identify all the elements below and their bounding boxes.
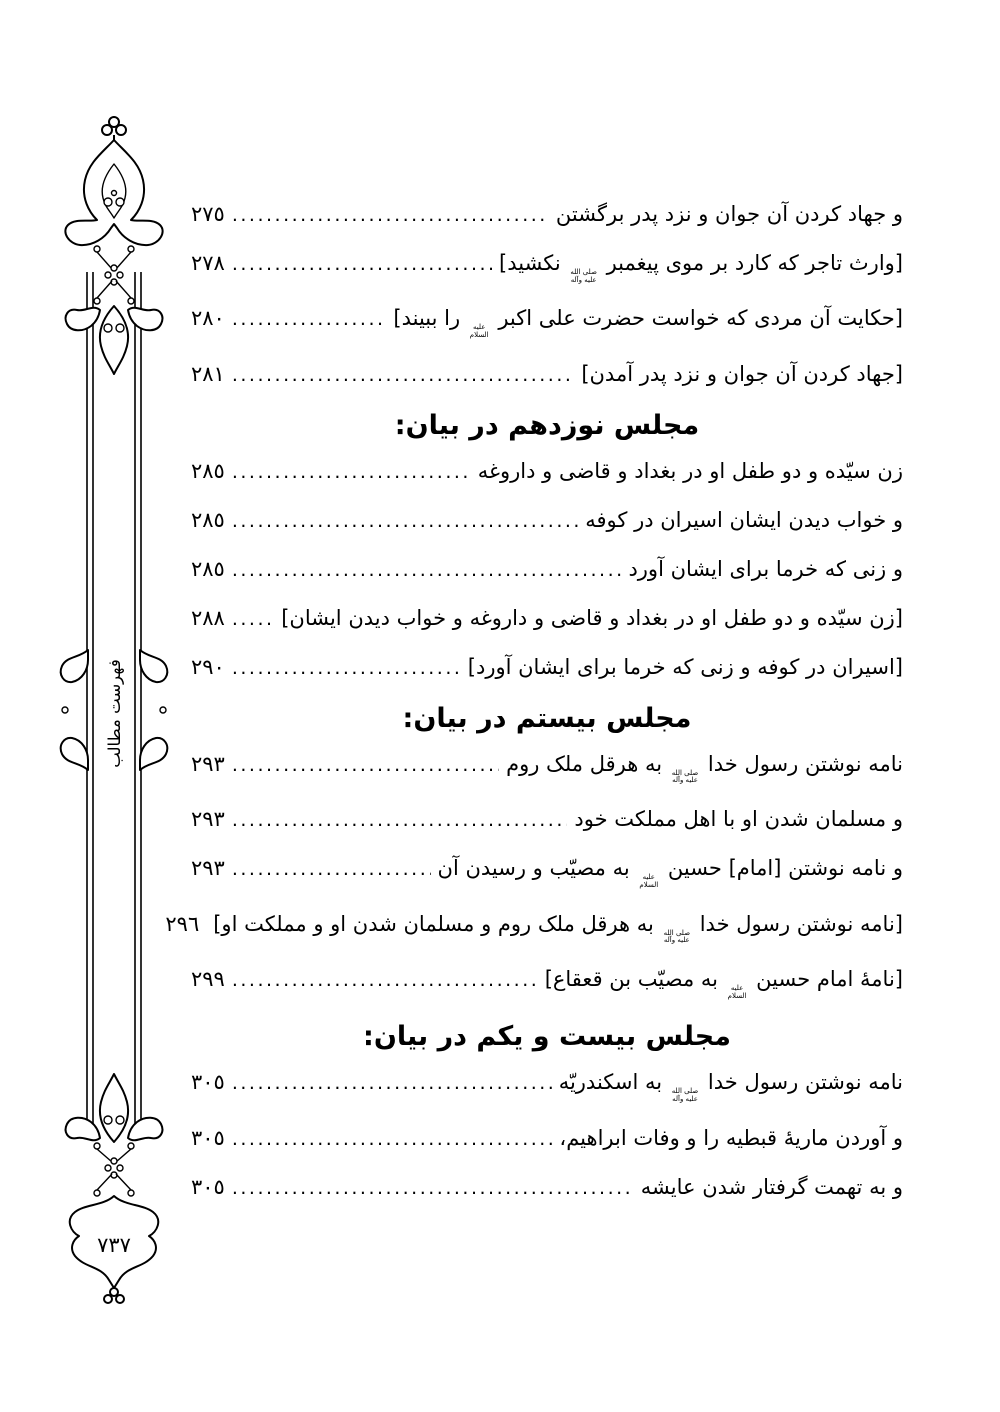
entry-page-number: ٢٩٣	[191, 856, 225, 881]
pbuh-honorific-icon: صلی الله علیه وآله	[671, 768, 699, 785]
dotted-leader	[232, 556, 622, 584]
entry-page-number: ٣٠٥	[191, 1125, 225, 1150]
entry-page-number: ٣٠٥	[191, 1174, 225, 1199]
section-heading: مجلس بیستم در بیان:	[402, 702, 692, 734]
entry-title: و به تهمت گرفتار شدن عایشه	[640, 1174, 903, 1199]
entry-page-number: ٢٧٥	[191, 202, 225, 226]
entry-page-number: ٢٨٥	[191, 507, 225, 532]
entry-page-number: ٣٠٥	[191, 1070, 225, 1095]
dotted-leader	[232, 305, 387, 333]
entry-page-number: ٢٧٨	[191, 251, 225, 275]
entry-title: [زن سیّده و دو طفل او در بغداد و قاضی و داروغه و خواب دیدن ایشان]	[281, 605, 903, 630]
toc-entry[interactable]	[191, 965, 903, 1000]
entry-page-number: ٢٩٦	[165, 911, 200, 936]
dotted-leader	[232, 654, 461, 682]
dotted-leader	[232, 751, 499, 779]
dotted-leader	[232, 1125, 553, 1153]
entry-page-number: ٢٨٨	[191, 605, 225, 630]
dotted-leader	[232, 806, 568, 834]
entry-title: [نامهٔ امام حسین علیه السلام به مصیّب بن قعقاع]	[544, 966, 903, 1000]
dotted-leader	[232, 605, 274, 633]
entry-title: زن سیّده و دو طفل او در بغداد و قاضی و داروغه	[477, 458, 903, 483]
entry-title: [نامه نوشتن رسول خدا صلی الله علیه وآله به هرقل ملک روم و مسلمان شدن او و مملکت او]	[213, 911, 903, 945]
entry-title: نامه نوشتن رسول خدا صلی الله علیه وآله به هرقل ملک روم	[506, 751, 903, 785]
toc-entry[interactable]	[191, 1068, 903, 1103]
dotted-leader	[232, 361, 574, 389]
table-of-contents	[165, 200, 903, 1222]
entry-page-number: ٢٨٥	[191, 556, 225, 581]
toc-section	[191, 1020, 903, 1201]
toc-entry[interactable]	[191, 200, 903, 229]
toc-entry[interactable]	[191, 555, 903, 584]
entry-page-number: ٢٩٩	[191, 966, 225, 991]
entry-title: و نامه نوشتن [امام] حسین علیه السلام به مصیّب و رسیدن آن	[437, 856, 903, 889]
section-heading: مجلس نوزدهم در بیان:	[394, 409, 700, 441]
entry-title: [حکایت آن مردی که خواست حضرت علی اکبر علیه السلام را ببیند]	[393, 306, 903, 340]
toc-entry[interactable]	[165, 910, 903, 945]
pbuh-honorific-icon: صلی الله علیه وآله	[663, 928, 691, 945]
section-heading: مجلس بیست و یکم در بیان:	[363, 1021, 731, 1053]
dotted-leader	[232, 855, 431, 883]
dotted-leader	[232, 1069, 552, 1097]
pbuh-honorific-icon: صلی الله علیه وآله	[671, 1087, 699, 1103]
toc-entry[interactable]	[191, 750, 903, 785]
toc-entry[interactable]	[191, 653, 903, 682]
entry-title: و آوردن ماریهٔ قبطیه را و وفات ابراهیم،	[559, 1125, 903, 1150]
pbuh-honorific-icon: صلی الله علیه وآله	[570, 268, 597, 284]
toc-entry[interactable]	[191, 604, 903, 633]
entry-page-number: ٢٩٣	[191, 807, 225, 832]
toc-section	[191, 200, 903, 389]
dotted-leader	[232, 966, 538, 994]
toc-entry[interactable]	[191, 249, 903, 284]
toc-section	[165, 702, 903, 1001]
dotted-leader	[232, 458, 471, 486]
toc-entry[interactable]	[191, 1173, 903, 1202]
dotted-leader	[232, 250, 492, 278]
toc-entry[interactable]	[191, 805, 903, 834]
folio-page-number: ٧٣٧	[97, 1233, 131, 1257]
entry-title: و خواب دیدن ایشان اسیران در کوفه	[585, 507, 903, 532]
toc-entry[interactable]	[191, 1124, 903, 1153]
entry-title: و زنی که خرما برای ایشان آورد	[628, 556, 903, 581]
contents-vertical-label-wrap	[55, 638, 173, 788]
entry-title: [جهاد کردن آن جوان و نزد پدر آمدن]	[581, 361, 903, 386]
dotted-leader	[232, 507, 578, 535]
as-honorific-icon: علیه السلام	[639, 873, 659, 889]
entry-title: و جهاد کردن آن جوان و نزد پدر برگشتن	[555, 202, 903, 226]
entry-title: [اسیران در کوفه و زنی که خرما برای ایشان آورد]	[467, 654, 903, 679]
entry-title: و مسلمان شدن او با اهل مملکت خود	[574, 807, 903, 832]
entry-title: [وارث تاجر که کارد بر موی پیغمبر صلی الله علیه وآله نکشید]	[499, 251, 903, 284]
top-clover-finial	[102, 117, 126, 142]
entry-page-number: ٢٩٠	[191, 654, 225, 679]
toc-entry[interactable]	[191, 506, 903, 535]
toc-entry[interactable]	[191, 304, 903, 339]
entry-page-number: ٢٨٠	[191, 306, 225, 331]
decorative-left-border	[55, 112, 173, 1308]
toc-entry[interactable]	[191, 457, 903, 486]
dotted-leader	[232, 201, 549, 229]
as-honorific-icon: علیه السلام	[469, 323, 489, 340]
toc-entry[interactable]	[191, 360, 903, 389]
entry-page-number: ٢٨٥	[191, 458, 225, 483]
contents-vertical-label: فهرست مطالب	[104, 658, 124, 768]
toc-entry[interactable]	[191, 854, 903, 889]
entry-title: نامه نوشتن رسول خدا صلی الله علیه وآله به اسکندریّه	[558, 1070, 903, 1103]
toc-section	[191, 409, 903, 682]
as-honorific-icon: علیه السلام	[727, 983, 747, 1000]
entry-page-number: ٢٨١	[191, 361, 225, 386]
dotted-leader	[232, 1174, 634, 1202]
entry-page-number: ٢٩٣	[191, 751, 225, 776]
